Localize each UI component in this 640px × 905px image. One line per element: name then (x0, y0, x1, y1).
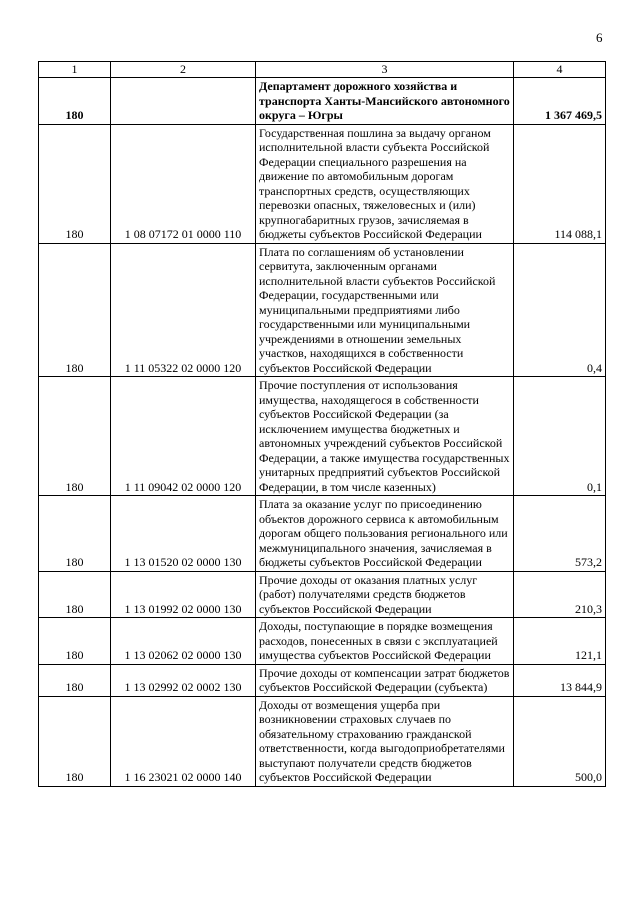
budget-code-cell: 1 08 07172 01 0000 110 (111, 124, 256, 243)
description-cell: Плата за оказание услуг по присоединению объектов дорожного сервиса к автомобильным дорогам общего пользования регионального или межмуниципального значения, зачисляемая в бюджеты субъектов Российской Федерации (256, 496, 514, 572)
table-row (39, 571, 606, 618)
budget-code-cell (111, 78, 256, 125)
description-cell: Департамент дорожного хозяйства и транспорта Ханты-Мансийского автономного округа – Югры (256, 78, 514, 125)
budget-code-cell: 1 11 09042 02 0000 120 (111, 377, 256, 496)
table-row (39, 377, 606, 496)
table-row (39, 496, 606, 572)
description-cell: Прочие доходы от оказания платных услуг (работ) получателями средств бюджетов субъектов Российской Федерации (256, 571, 514, 618)
admin-code-cell: 180 (39, 664, 111, 696)
admin-code-cell: 180 (39, 124, 111, 243)
table-row (39, 78, 606, 125)
amount-cell: 1 367 469,5 (514, 78, 606, 125)
table-header-row (39, 62, 606, 78)
page-number: 6 (596, 30, 603, 45)
table-row (39, 664, 606, 696)
amount-cell: 114 088,1 (514, 124, 606, 243)
admin-code-cell: 180 (39, 496, 111, 572)
admin-code-cell: 180 (39, 571, 111, 618)
budget-code-cell: 1 13 01520 02 0000 130 (111, 496, 256, 572)
description-cell: Государственная пошлина за выдачу органом исполнительной власти субъекта Российской Федерации специального разрешения на движение по автомобильным дорогам транспортных средств, осуществляющих перевозки опасных, тяжеловесных и (или) крупногабаритных грузов, зачисляемая в бюджеты субъектов Российской Федерации (256, 124, 514, 243)
budget-code-cell: 1 13 02062 02 0000 130 (111, 618, 256, 665)
amount-cell: 121,1 (514, 618, 606, 665)
budget-code-cell: 1 11 05322 02 0000 120 (111, 243, 256, 377)
amount-cell: 0,1 (514, 377, 606, 496)
admin-code-cell: 180 (39, 243, 111, 377)
header-cell: 3 (256, 62, 514, 78)
amount-cell: 573,2 (514, 496, 606, 572)
table-row (39, 618, 606, 665)
header-cell: 4 (514, 62, 606, 78)
table-row (39, 696, 606, 786)
admin-code-cell: 180 (39, 78, 111, 125)
description-cell: Доходы, поступающие в порядке возмещения расходов, понесенных в связи с эксплуатацией имущества субъектов Российской Федерации (256, 618, 514, 665)
amount-cell: 210,3 (514, 571, 606, 618)
description-cell: Доходы от возмещения ущерба при возникновении страховых случаев по обязательному страхованию гражданской ответственности, когда выгодоприобретателями выступают получатели средств бюджетов субъектов Российской Федерации (256, 696, 514, 786)
description-cell: Прочие доходы от компенсации затрат бюджетов субъектов Российской Федерации (субъекта) (256, 664, 514, 696)
admin-code-cell: 180 (39, 618, 111, 665)
header-cell: 2 (111, 62, 256, 78)
admin-code-cell: 180 (39, 696, 111, 786)
table-row (39, 243, 606, 377)
admin-code-cell: 180 (39, 377, 111, 496)
revenue-table (38, 61, 606, 787)
budget-code-cell: 1 16 23021 02 0000 140 (111, 696, 256, 786)
description-cell: Прочие поступления от использования имущества, находящегося в собственности субъектов Российской Федерации (за исключением имущества бюджетных и автономных учреждений субъектов Российской Федерации, а также имущества государственных унитарных предприятий субъектов Российской Федерации, в том числе казенных) (256, 377, 514, 496)
amount-cell: 0,4 (514, 243, 606, 377)
header-cell: 1 (39, 62, 111, 78)
budget-code-cell: 1 13 02992 02 0002 130 (111, 664, 256, 696)
amount-cell: 500,0 (514, 696, 606, 786)
amount-cell: 13 844,9 (514, 664, 606, 696)
description-cell: Плата по соглашениям об установлении сервитута, заключенным органами исполнительной власти субъектов Российской Федерации, государственными или муниципальными предприятиями либо государственными или муниципальными учреждениями в отношении земельных участков, находящихся в собственности субъектов Российской Федерации (256, 243, 514, 377)
table-row (39, 124, 606, 243)
budget-code-cell: 1 13 01992 02 0000 130 (111, 571, 256, 618)
